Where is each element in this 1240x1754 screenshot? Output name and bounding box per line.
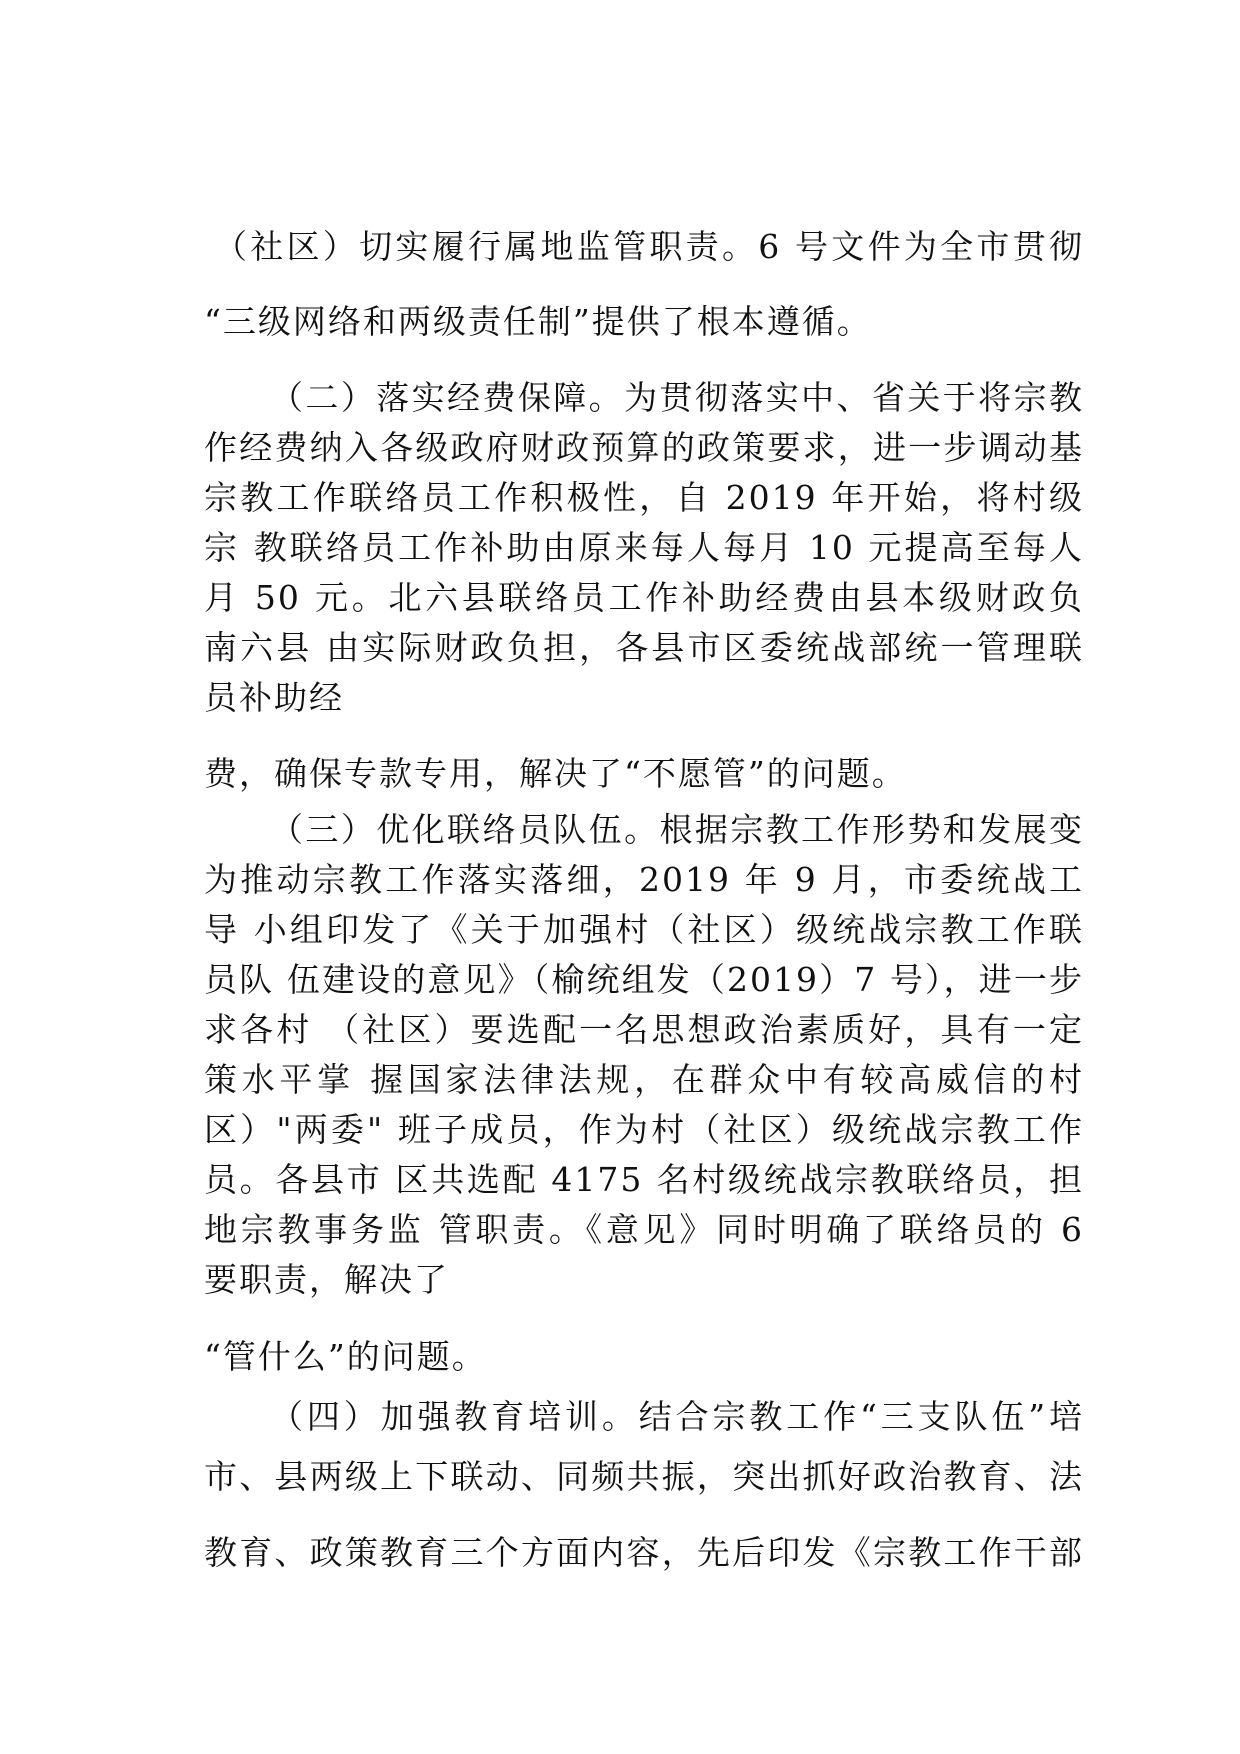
text-line: （四）加强教育培训。结合宗教工作“三支队伍”培 [270, 1397, 1084, 1436]
text-line: 宗教工作联络员工作积极性，自 2019 年开始，将村级 [204, 478, 1084, 517]
text-line: （二）落实经费保障。为贯彻落实中、省关于将宗教 [270, 378, 1084, 417]
text-line: 教育、政策教育三个方面内容，先后印发《宗教工作干部 [204, 1533, 1084, 1572]
text-line: （社区）切实履行属地监管职责。6 号文件为全市贯彻 [214, 227, 1084, 266]
text-line: （三）优化联络员队伍。根据宗教工作形势和发展变 [270, 810, 1084, 849]
text-line: 南六县 由实际财政负担，各县市区委统战部统一管理联 [204, 628, 1084, 667]
text-line: 导 小组印发了《关于加强村（社区）级统战宗教工作联 [204, 910, 1084, 949]
text-line: 求各村 （社区）要选配一名思想政治素质好，具有一定 [204, 1010, 1084, 1049]
text-line: 要职责，解决了 [204, 1260, 449, 1299]
text-line: 市、县两级上下联动、同频共振，突出抓好政治教育、法 [204, 1457, 1084, 1496]
text-line: 策水平掌 握国家法律法规，在群众中有较高威信的村 [204, 1060, 1084, 1099]
text-line: 作经费纳入各级政府财政预算的政策要求，进一步调动基 [204, 428, 1084, 467]
text-line: 费，确保专款专用，解决了“不愿管”的问题。 [204, 754, 907, 793]
text-line: 区）"两委" 班子成员，作为村（社区）级统战宗教工作 [204, 1110, 1084, 1149]
text-line: “管什么”的问题。 [204, 1337, 487, 1376]
text-line: 员补助经 [204, 678, 344, 717]
text-line: 宗 教联络员工作补助由原来每人每月 10 元提高至每人 [204, 528, 1084, 567]
text-line: 地宗教事务监 管职责。《意见》同时明确了联络员的 6 [204, 1210, 1084, 1249]
text-line: “三级网络和两级责任制”提供了根本遵循。 [204, 302, 872, 341]
text-line: 为推动宗教工作落实落细，2019 年 9 月，市委统战工 [204, 860, 1084, 899]
text-line: 月 50 元。北六县联络员工作补助经费由县本级财政负 [204, 578, 1084, 617]
text-line: 员。各县市 区共选配 4175 名村级统战宗教联络员，担 [204, 1160, 1084, 1199]
text-line: 员队 伍建设的意见》（榆统组发（2019）7 号），进一步 [204, 960, 1084, 999]
